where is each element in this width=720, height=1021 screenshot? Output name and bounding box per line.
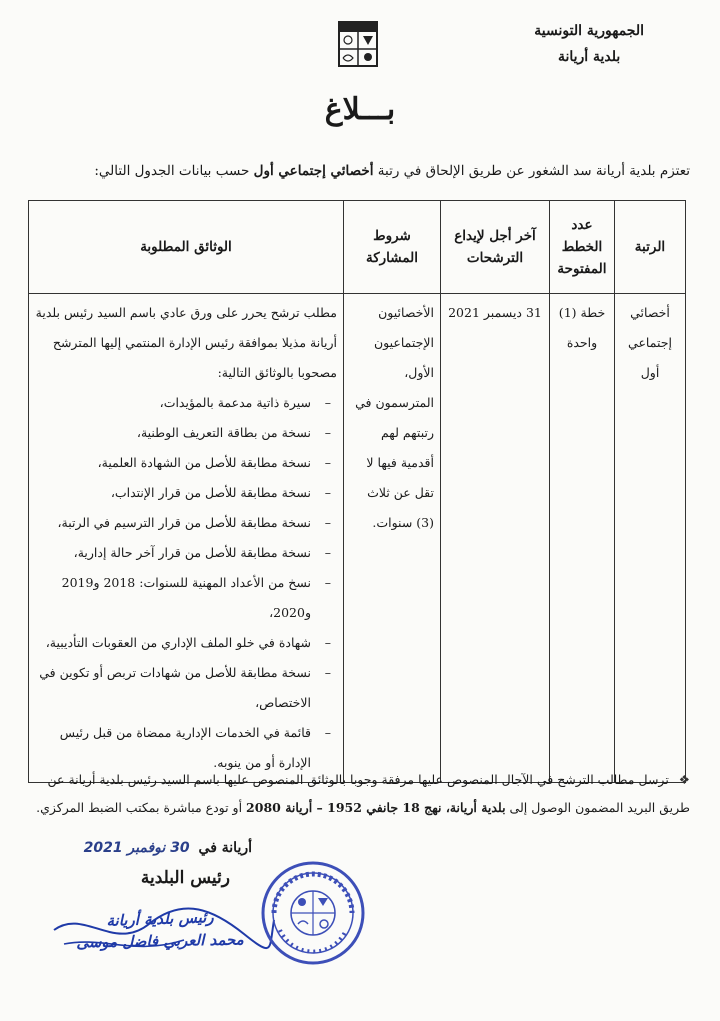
note-text-1: ترسل مطالب الترشح في الآجال المنصوص عليها مرفقة وجوبا بالوثائق المنصوص عليها باسم السيد رئيس بلدية أريانة عن طريق البريد المضمون الوصول إلى <box>47 772 690 815</box>
list-item: – قائمة في الخدمات الإدارية ممضاة من قبل رئيس الإدارة أو من ينوبه. <box>35 718 337 778</box>
notice-title: بـــلاغ <box>324 92 396 127</box>
list-item: – نسخة مطابقة للأصل من شهادات تربص أو تكوين في الاختصاص، <box>35 658 337 718</box>
cell-conditions: الأخصائيون الإجتماعيون الأول، المترسمون في رتبتهم لهم أقدمية فيها لا تقل عن ثلاث (3) سنوات. <box>344 294 441 783</box>
bullet-star-icon: ❖ <box>678 772 690 787</box>
cell-documents <box>29 294 344 783</box>
documents-list <box>35 388 337 778</box>
intro-text-after: حسب بيانات الجدول التالي: <box>94 163 250 179</box>
list-item: – نسخة من بطاقة التعريف الوطنية، <box>35 418 337 448</box>
list-item: – نسخ من الأعداد المهنية للسنوات: 2018 و2019 و2020، <box>35 568 337 628</box>
header-documents: الوثائق المطلوبة <box>29 201 344 294</box>
list-item: – سيرة ذاتية مدعمة بالمؤيدات، <box>35 388 337 418</box>
list-item: – نسخة مطابقة للأصل من قرار الترسيم في الرتبة، <box>35 508 337 538</box>
note-address: بلدية أريانة، نهج 18 جانفي 1952 – أريانة 2080 <box>246 800 506 815</box>
cell-deadline: 31 ديسمبر 2021 <box>441 294 550 783</box>
intro-rank: أخصائي إجتماعي أول <box>253 163 374 179</box>
official-round-seal-icon <box>258 858 368 968</box>
intro-paragraph <box>40 160 690 182</box>
list-item: – نسخة مطابقة للأصل من قرار الإنتداب، <box>35 478 337 508</box>
handwritten-date: 30 نوفمبر 2021 <box>83 840 190 856</box>
place-label: أريانة في <box>198 840 252 856</box>
table-header-row <box>29 201 686 294</box>
mayor-title: رئيس البلدية <box>140 868 230 888</box>
signature-stamp <box>44 900 276 960</box>
cell-rank: أخصائي إجتماعي أول <box>615 294 686 783</box>
letterhead <box>534 18 644 70</box>
list-item: – شهادة في خلو الملف الإداري من العقوبات التأديبية، <box>35 628 337 658</box>
header-conditions: شروط المشاركة <box>344 201 441 294</box>
documents-intro: مطلب ترشح يحرر على ورق عادي باسم السيد رئيس بلدية أريانة مذيلا بموافقة رئيس الإدارة المنتمي إليها المترشح مصحوبا بالوثائق التالية: <box>35 305 337 380</box>
place-and-date <box>84 840 252 856</box>
municipality-name: بلدية أريانة <box>557 49 621 65</box>
municipal-emblem-icon <box>337 20 379 68</box>
header-plans: عدد الخطط المفتوحة <box>550 201 615 294</box>
stamp-line-title: رئيس بلدية أريانة <box>106 908 214 930</box>
stamp-line-name: محمد العربي فاضل موسى <box>76 930 244 952</box>
intro-text-before: تعتزم بلدية أريانة سد الشغور عن طريق الإلحاق في رتبة <box>377 163 690 179</box>
submission-note <box>36 766 690 822</box>
country-name: الجمهورية التونسية <box>534 23 644 39</box>
table-row <box>29 294 686 783</box>
list-item: – نسخة مطابقة للأصل من قرار آخر حالة إدارية، <box>35 538 337 568</box>
header-rank: الرتبة <box>615 201 686 294</box>
header-deadline: آخر أجل لإيداع الترشحات <box>441 201 550 294</box>
list-item: – نسخة مطابقة للأصل من الشهادة العلمية، <box>35 448 337 478</box>
note-text-2: أو تودع مباشرة بمكتب الضبط المركزي. <box>36 800 243 815</box>
cell-plans: خطة (1) واحدة <box>550 294 615 783</box>
vacancy-table <box>28 200 686 783</box>
